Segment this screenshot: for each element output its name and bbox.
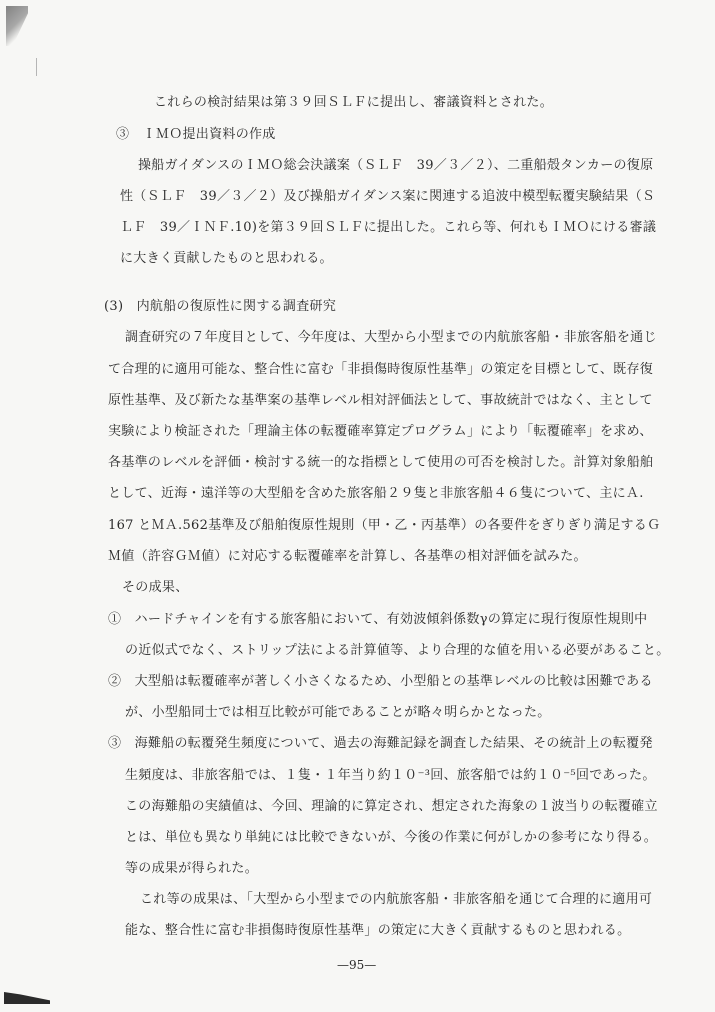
paragraph-line: 167 とＭＡ.562基準及び船舶復原性規則（甲・乙・丙基準）の各要件をぎりぎり満足するＧ (108, 518, 661, 533)
list-item-continuation: この海難船の実績値は、今回、理論的に算定され、想定された海象の１波当りの転覆確立 (125, 799, 658, 814)
paragraph-line: に大きく貢献したものと思われる。 (120, 251, 333, 266)
paragraph-line: 原性基準、及び新たな基準案の基準レベル相対評価法として、事故統計ではなく、主として (108, 393, 653, 408)
list-item-continuation: が、小型船同士では相互比較が可能であることが略々明らかとなった。 (125, 705, 551, 720)
scan-edge-tick (36, 58, 37, 76)
paragraph-line: 性（ＳＬＦ 39／３／２）及び操船ガイダンス案に関連する追波中模型転覆実験結果（Ｓ (120, 189, 656, 204)
paragraph-line: 調査研究の７年度目として、今年度は、大型から小型までの内航旅客船・非旅客船を通じ (125, 330, 657, 345)
paragraph-line: その成果、 (122, 580, 189, 595)
paragraph-line: Ｍ値（許容ＧＭ値）に対応する転覆確率を計算し、各基準の相対評価を試みた。 (108, 549, 587, 564)
scan-bottom-mark (4, 992, 50, 1004)
paragraph-line: これ等の成果は、「大型から小型までの内航旅客船・非旅客船を通じて合理的に適用可 (140, 892, 653, 907)
page-number: —95— (337, 958, 377, 972)
list-item: ③ 海難船の転覆発生頻度について、過去の海難記録を調査した結果、その統計上の転覆発 (108, 736, 653, 751)
paragraph-line: 実験により検証された「理論主体の転覆確率算定プログラム」により「転覆確率」を求め、 (108, 424, 653, 439)
paragraph-line: 能な、整合性に富む非損傷時復原性基準」の策定に大きく貢献するものと思われる。 (125, 923, 631, 938)
list-item-continuation: の近似式でなく、ストリップ法による計算値等、より合理的な値を用いる必要があること。 (125, 643, 670, 658)
paragraph-line: ＬＦ 39／ＩＮＦ.10)を第３９回ＳＬＦに提出した。これら等、何れもＩＭＯにける審議 (120, 220, 657, 235)
section-heading-imo: ③ ＩＭＯ提出資料の作成 (116, 127, 276, 142)
list-item-continuation: 生頻度は、非旅客船では、１隻・１年当り約１０⁻³回、旅客船では約１０⁻⁵回であった。 (125, 768, 656, 783)
paragraph-line: として、近海・遠洋等の大型船を含めた旅客船２９隻と非旅客船４６隻について、主にＡ. (108, 486, 644, 501)
paragraph-line: これらの検討結果は第３９回ＳＬＦに提出し、審議資料とされた。 (154, 95, 554, 110)
scan-corner-mark (6, 6, 28, 46)
list-item-continuation: とは、単位も異なり単純には比較できないが、今後の作業に何がしかの参考になり得る。 (125, 830, 658, 845)
paragraph-line: 各基準のレベルを評価・検討する統一的な指標として使用の可否を検討した。計算対象船舶 (108, 455, 654, 470)
paragraph-line: て合理的に適用可能な、整合性に富む「非損傷時復原性基準」の策定を目標として、既存復 (108, 362, 654, 377)
paragraph-line: 操船ガイダンスのＩＭＯ総会決議案（ＳＬＦ 39／３／２）、二重船殻タンカーの復原 (138, 158, 654, 173)
list-item: ② 大型船は転覆確率が著しく小さくなるため、小型船との基準レベルの比較は困難である (108, 674, 653, 689)
paragraph-line: 等の成果が得られた。 (125, 861, 259, 876)
section-heading-domestic-ships: (3) 内航船の復原性に関する調査研究 (104, 299, 337, 314)
list-item: ① ハードチャインを有する旅客船において、有効波傾斜係数γの算定に現行復原性規則中 (108, 612, 648, 627)
